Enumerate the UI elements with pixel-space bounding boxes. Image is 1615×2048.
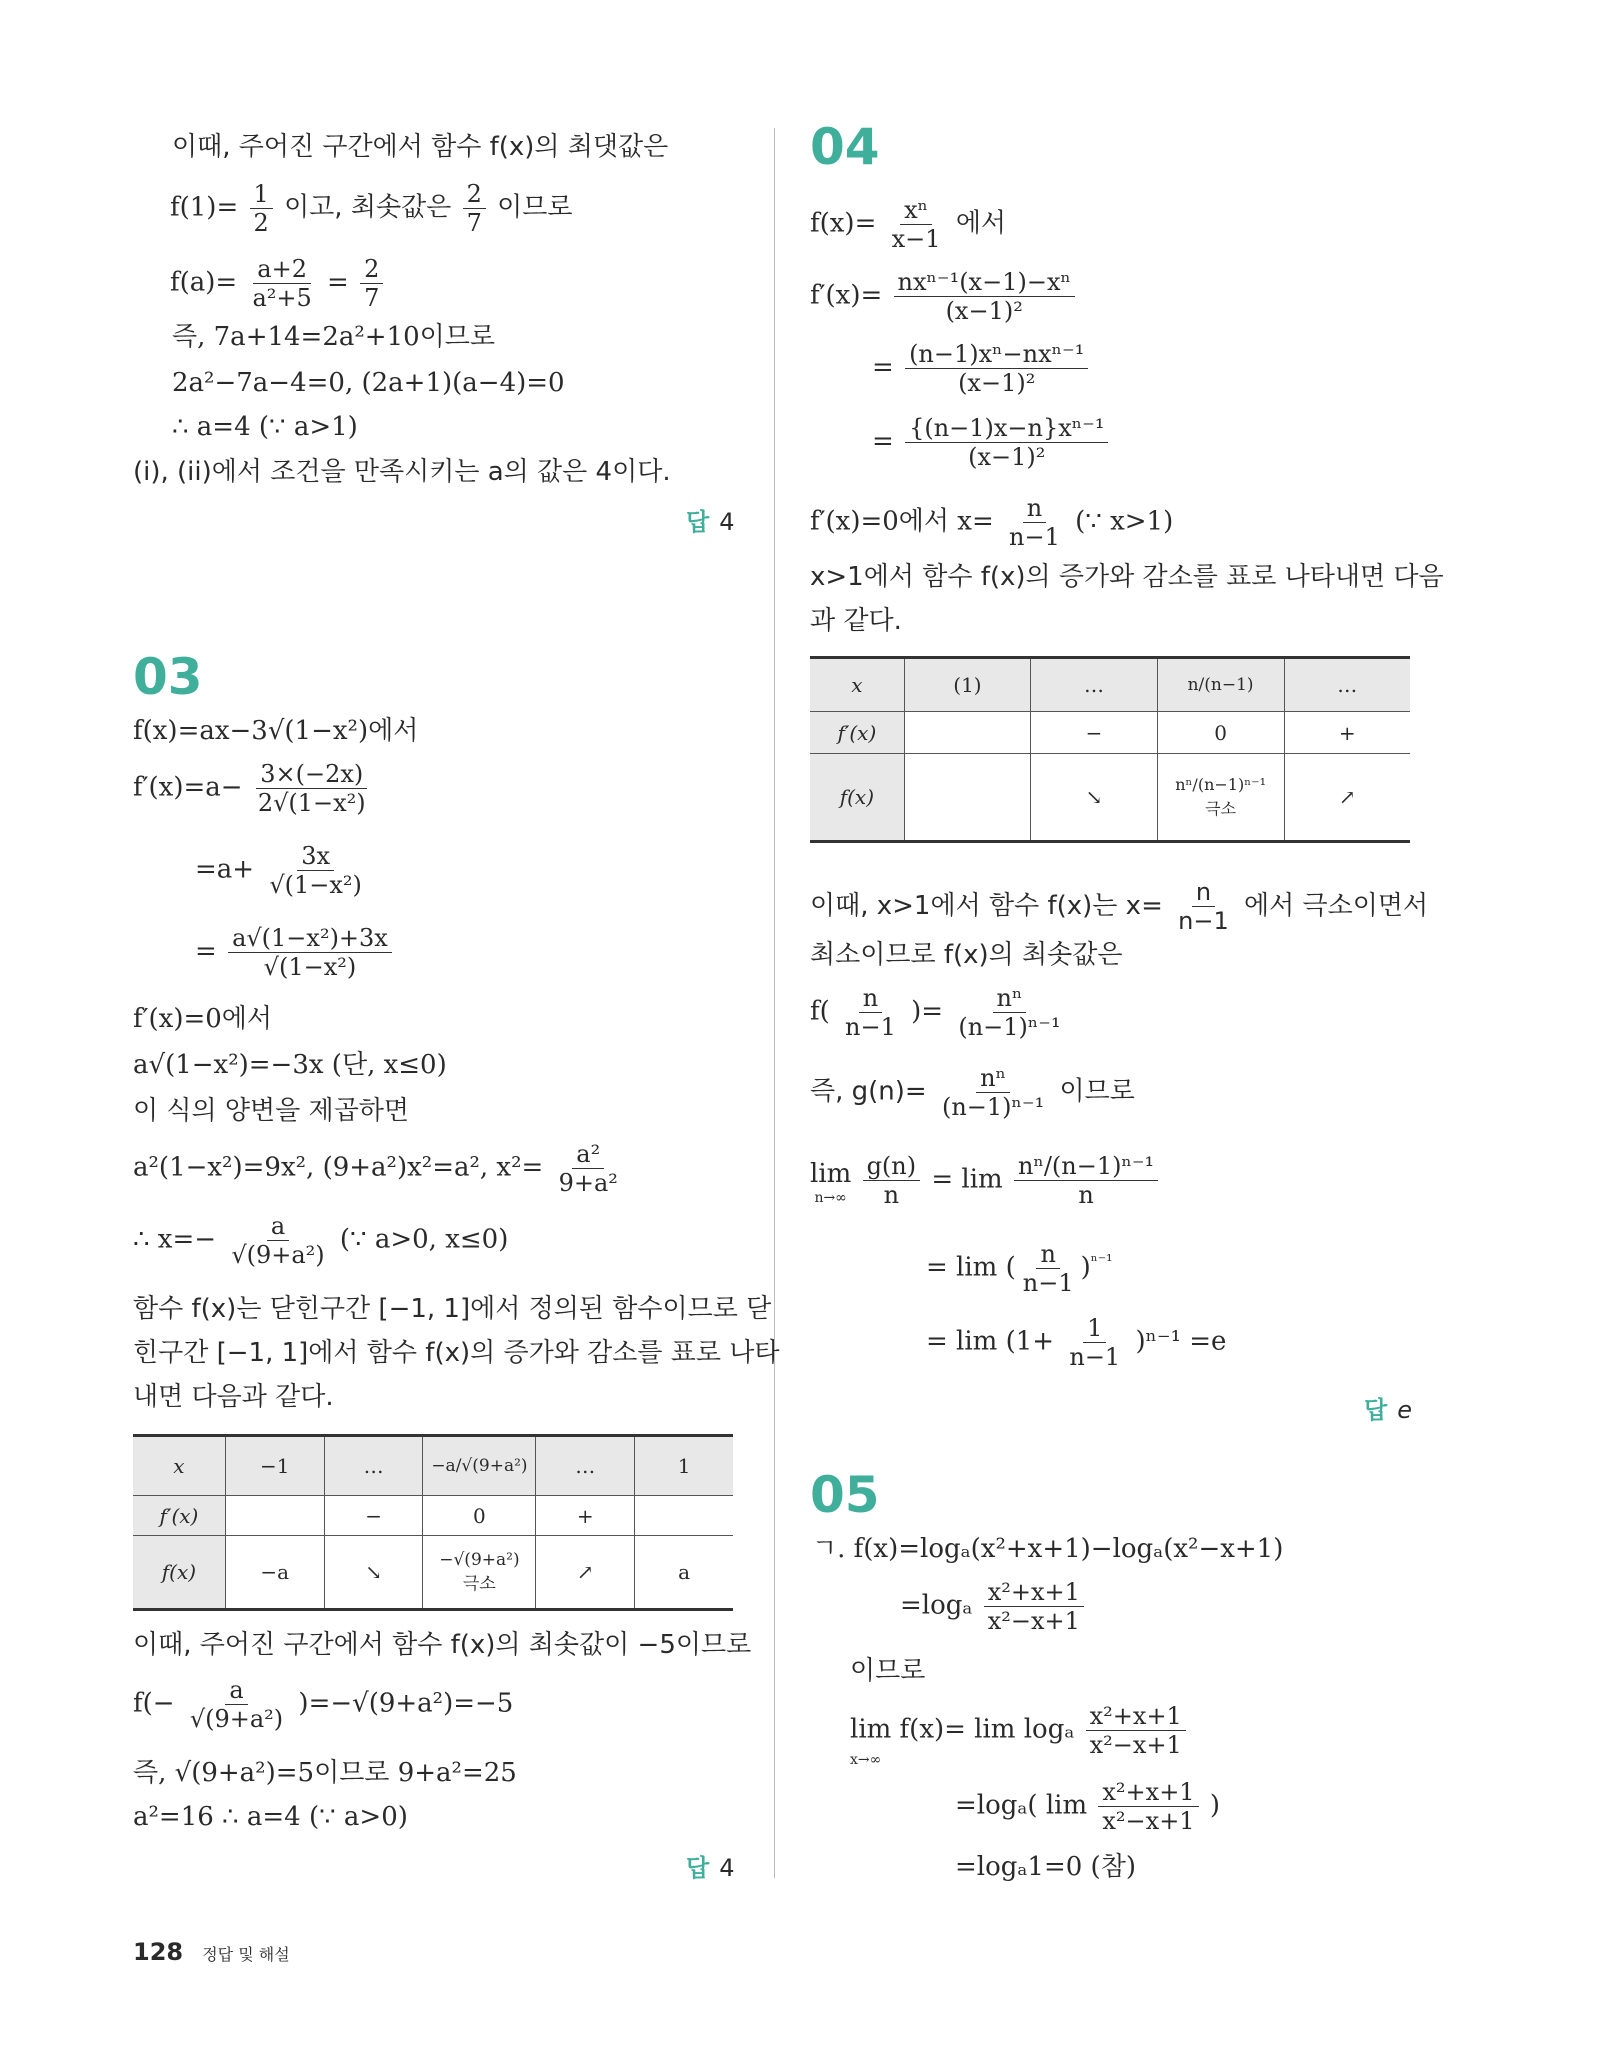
math-line: = $\frac{\text{\{(n−1)x−n\}xⁿ⁻¹}}{\text{(x−1)²}}$ [872,414,1111,471]
text-line: 이 식의 양변을 제곱하면 [133,1096,409,1126]
math-line: = lim (1+ $\frac{1}{n-1}$ )ⁿ⁻¹ =e [926,1314,1227,1371]
text-line: 힌구간 [−1, 1]에서 함수 f(x)의 증가와 감소를 표로 나타 [133,1338,780,1368]
math-line: f(x)=ax−3√(1−x²)에서 [133,716,419,746]
text-line: 최소이므로 f(x)의 최솟값은 [810,940,1123,970]
variation-table: x −1 … −a/√(9+a²) … 1 f′(x) − 0 + f(x) −a ↘ −√(9+a²) 극소 ↗ a [133,1434,733,1611]
math-line: = lim ( $\frac{n}{n-1}$ )$^{^{n-1}}$ [926,1240,1113,1297]
min-cell: nⁿ/(n−1)ⁿ⁻¹ 극소 [1157,754,1284,842]
math-line: 이때, x>1에서 함수 f(x)는 x= $\frac{n}{n-1}$ 에서 극소이면서 [810,878,1429,935]
math-line: f′(x)= $\frac{\text{nxⁿ⁻¹(x−1)−xⁿ}}{\text{(x−1)²}}$ [810,268,1078,325]
math-line: lim f(x)= lim logₐ $\frac{\text{x²+x+1}}{\text{x²−x+1}}$ x→∞ [850,1702,1189,1767]
math-line: =a+ $\frac{3x}{\text{√(1−x²)}}$ [195,842,362,899]
text-line: 이므로 [850,1656,926,1686]
answer-box: 답 e [1364,1396,1412,1424]
answer-box: 답 4 [686,1854,735,1882]
math-line: = $\frac{\text{(n−1)xⁿ−nxⁿ⁻¹}}{\text{(x−1)²}}$ [872,340,1091,397]
min-cell: −√(9+a²) 극소 [423,1536,536,1610]
section-number: 03 [133,648,203,706]
fraction: $\frac{1}{2}$ [250,180,273,237]
math-line: ㄱ. f(x)=logₐ(x²+x+1)−logₐ(x²−x+1) [812,1534,1284,1564]
text-line: x>1에서 함수 f(x)의 증가와 감소를 표로 나타내면 다음 [810,562,1444,592]
fraction: $\frac{2}{7}$ [463,180,486,237]
text-line: 함수 f(x)는 닫힌구간 [−1, 1]에서 정의된 함수이므로 닫 [133,1294,772,1324]
text-line: 과 같다. [810,606,902,636]
math-line: f′(x)=a− $\frac{3\times(-2x)}{\text{2√(1−x²)}}$ [133,760,366,817]
text-line: (i), (ii)에서 조건을 만족시키는 a의 값은 4이다. [133,457,671,487]
math-line: f( $\frac{n}{n-1}$ )= $\frac{\text{nⁿ}}{\text{(n−1)ⁿ⁻¹}}$ [810,984,1061,1041]
text-line: a²=16 ∴ a=4 (∵ a>0) [133,1802,408,1832]
math-line: lim n→∞ $\frac{g(n)}{n}$ = lim $\frac{\text{nⁿ/(n−1)ⁿ⁻¹}}{n}$ [810,1152,1161,1209]
math-line: a²(1−x²)=9x², (9+a²)x²=a², x²= $\frac{\text{a²}}{\text{9+a²}}$ [133,1140,618,1197]
text-line: 이때, 주어진 구간에서 함수 f(x)의 최댓값은 [172,132,669,162]
variation-table: x (1) … n/(n−1) … f′(x) − 0 + f(x) ↘ nⁿ/(n−1)ⁿ⁻¹ 극소 ↗ [810,656,1410,843]
math-line: f(x)= $\frac{\text{xⁿ}}{x-1}$ 에서 [810,196,1007,253]
footer-title: 정답 및 해설 [202,1945,290,1964]
math-line: =logₐ( lim $\frac{\text{x²+x+1}}{\text{x²−x+1}}$ ) [955,1778,1220,1835]
column-divider [774,128,775,1878]
math-line: f(− $\frac{a}{\text{√(9+a²)}}$ )=−√(9+a²)=−5 [133,1676,514,1733]
page-footer [133,1938,290,1966]
text-line: f′(x)=0에서 [133,1004,273,1034]
text-line: 즉, √(9+a²)=5이므로 9+a²=25 [133,1758,517,1788]
math-line: =logₐ $\frac{\text{x²+x+1}}{\text{x²−x+1}}$ [900,1578,1087,1635]
text-line: 내면 다음과 같다. [133,1382,334,1412]
text-line: ∴ a=4 (∵ a>1) [172,412,358,442]
answer-box: 답 4 [686,508,735,536]
math-line: ∴ x=− $\frac{a}{\text{√(9+a²)}}$ (∵ a>0, x≤0) [133,1212,509,1269]
math-line: = $\frac{\text{a√(1−x²)+3x}}{\text{√(1−x²)}}$ [195,924,395,981]
section-number: 04 [810,118,880,176]
math-line: 즉, g(n)= $\frac{\text{nⁿ}}{\text{(n−1)ⁿ⁻¹}}$ 이므로 [810,1064,1135,1121]
math-line: f(1)= $\frac{1}{2}$ 이고, 최솟값은 $\frac{2}{7}$ 이므로 [170,180,573,237]
math-line: =logₐ1=0 (참) [955,1852,1136,1882]
text-line: a√(1−x²)=−3x (단, x≤0) [133,1050,447,1080]
text-line: 이때, 주어진 구간에서 함수 f(x)의 최솟값이 −5이므로 [133,1630,752,1660]
section-number: 05 [810,1466,880,1524]
math-line: f′(x)=0에서 x= $\frac{n}{n-1}$ (∵ x>1) [810,494,1174,551]
text-line: 즉, 7a+14=2a²+10이므로 [172,322,496,352]
page-number: 128 [133,1938,184,1966]
text-line: 2a²−7a−4=0, (2a+1)(a−4)=0 [172,368,565,398]
math-line: f(a)= $\frac{a+2}{\text{a²+5}}$ = $\frac{2}{7}$ [170,255,386,312]
